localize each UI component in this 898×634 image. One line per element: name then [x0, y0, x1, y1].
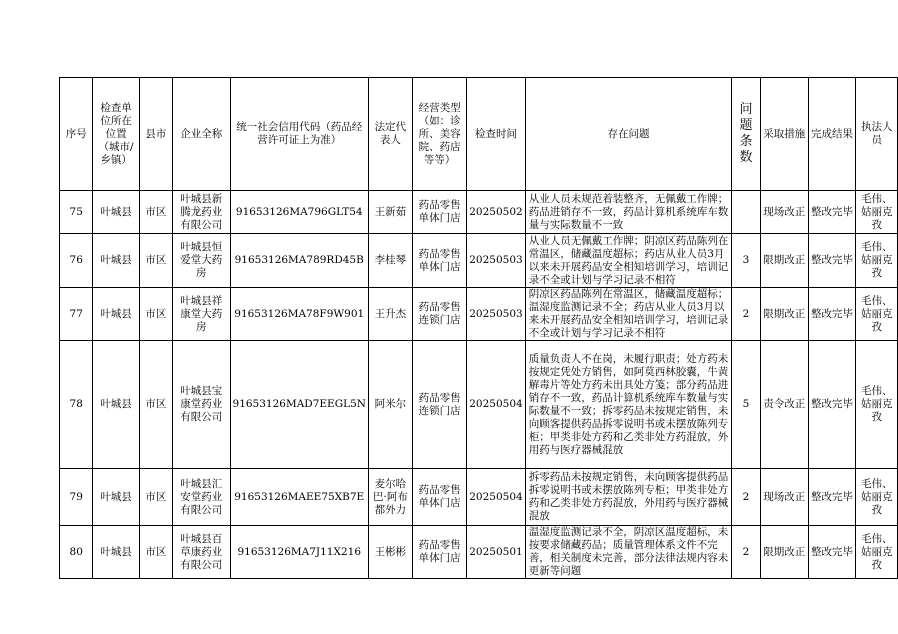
cell-seq: 75 [60, 191, 93, 234]
header-check-date: 检查时间 [467, 78, 525, 191]
cell-measures: 限期改正 [760, 526, 808, 579]
cell-county: 市区 [139, 469, 172, 526]
cell-credit-code: 91653126MA796GLT54 [230, 191, 368, 234]
table-row [60, 234, 898, 288]
cell-legal-rep: 麦尔哈巴·阿布都外力 [368, 469, 412, 526]
cell-result: 整改完毕 [808, 526, 856, 579]
cell-county: 市区 [139, 526, 172, 579]
header-issue-count: 问题条数 [732, 78, 761, 191]
cell-credit-code: 91653126MA78F9W901 [230, 288, 368, 341]
cell-officers: 毛伟、姑丽克孜 [856, 341, 898, 469]
cell-location: 叶城县 [93, 469, 139, 526]
header-company: 企业全称 [173, 78, 230, 191]
header-seq: 序号 [60, 78, 93, 191]
cell-company: 叶城县恒爱堂大药房 [173, 234, 230, 288]
cell-seq: 76 [60, 234, 93, 288]
header-location: 检查单位所在位置（城市/乡镇） [93, 78, 139, 191]
cell-issues: 从业人员无佩戴工作牌；阴凉区药品陈列在常温区，储藏温度超标；药店从业人员3月以来未开展药品安全相知培训学习，培训记录不全或计划与学习记录不相符 [525, 234, 732, 288]
cell-seq: 78 [60, 341, 93, 469]
cell-biz-type: 药品零售连锁门店 [412, 288, 466, 341]
cell-officers: 毛伟、姑丽克孜 [856, 234, 898, 288]
cell-company: 叶城县汇安堂药业有限公司 [173, 469, 230, 526]
cell-seq: 79 [60, 469, 93, 526]
cell-issues: 阴凉区药品陈列在常温区，储藏温度超标；温湿度监测记录不全；药店从业人员3月以来未开展药品安全相知培训学习，培训记录不全或计划与学习记录不相符 [525, 288, 732, 341]
cell-measures: 责令改正 [760, 341, 808, 469]
cell-issue-count: 2 [732, 526, 761, 579]
cell-officers: 毛伟、姑丽克孜 [856, 469, 898, 526]
cell-measures: 现场改正 [760, 469, 808, 526]
cell-location: 叶城县 [93, 288, 139, 341]
cell-location: 叶城县 [93, 526, 139, 579]
cell-issue-count: 2 [732, 469, 761, 526]
cell-biz-type: 药品零售单体门店 [412, 526, 466, 579]
cell-check-date: 20250502 [467, 191, 525, 234]
header-legal-rep: 法定代表人 [368, 78, 412, 191]
cell-legal-rep: 阿米尔 [368, 341, 412, 469]
cell-issues: 从业人员未规范着装整齐，无佩戴工作牌；药品进销存不一致，药品计算机系统库车数量与实际数量不一致 [525, 191, 732, 234]
cell-credit-code: 91653126MA7J11X216 [230, 526, 368, 579]
cell-company: 叶城县百草康药业有限公司 [173, 526, 230, 579]
cell-county: 市区 [139, 191, 172, 234]
cell-legal-rep: 王升杰 [368, 288, 412, 341]
table-row [60, 191, 898, 234]
cell-county: 市区 [139, 288, 172, 341]
cell-seq: 80 [60, 526, 93, 579]
cell-officers: 毛伟、姑丽克孜 [856, 191, 898, 234]
cell-measures: 限期改正 [760, 288, 808, 341]
inspection-table [59, 77, 898, 579]
cell-legal-rep: 李桂琴 [368, 234, 412, 288]
header-credit-code: 统一社会信用代码（药品经营许可证上为准） [230, 78, 368, 191]
cell-result: 整改完毕 [808, 341, 856, 469]
cell-check-date: 20250503 [467, 234, 525, 288]
header-county: 县市 [139, 78, 172, 191]
cell-measures: 现场改正 [760, 191, 808, 234]
header-measures: 采取措施 [760, 78, 808, 191]
cell-issue-count: 2 [732, 288, 761, 341]
cell-biz-type: 药品零售单体门店 [412, 191, 466, 234]
cell-legal-rep: 王新茹 [368, 191, 412, 234]
cell-county: 市区 [139, 234, 172, 288]
cell-location: 叶城县 [93, 234, 139, 288]
cell-location: 叶城县 [93, 191, 139, 234]
header-result: 完成结果 [808, 78, 856, 191]
header-biz-type: 经营类型（如：诊所、美容院、药店等等） [412, 78, 466, 191]
cell-issue-count [732, 191, 761, 234]
cell-result: 整改完毕 [808, 234, 856, 288]
cell-officers: 毛伟、姑丽克孜 [856, 526, 898, 579]
cell-check-date: 20250503 [467, 288, 525, 341]
cell-company: 叶城县祥康堂大药房 [173, 288, 230, 341]
cell-officers: 毛伟、姑丽克孜 [856, 288, 898, 341]
cell-seq: 77 [60, 288, 93, 341]
cell-credit-code: 91653126MAEE75XB7E [230, 469, 368, 526]
cell-biz-type: 药品零售连锁门店 [412, 341, 466, 469]
cell-location: 叶城县 [93, 341, 139, 469]
table-row [60, 469, 898, 526]
cell-measures: 限期改正 [760, 234, 808, 288]
cell-issues: 温湿度监测记录不全，阴凉区温度超标，未按要求储藏药品；质量管理体系文件不完善，相关制度未完善，部分法律法规内容未更新等问题 [525, 526, 732, 579]
cell-company: 叶城县宝康堂药业有限公司 [173, 341, 230, 469]
cell-check-date: 20250504 [467, 469, 525, 526]
table-row [60, 526, 898, 579]
cell-result: 整改完毕 [808, 191, 856, 234]
cell-credit-code: 91653126MAD7EEGL5N [230, 341, 368, 469]
cell-issue-count: 3 [732, 234, 761, 288]
cell-result: 整改完毕 [808, 288, 856, 341]
cell-check-date: 20250504 [467, 341, 525, 469]
cell-biz-type: 药品零售单体门店 [412, 234, 466, 288]
table-row [60, 288, 898, 341]
cell-issues: 拆零药品未按规定销售，未向顾客提供药品拆零说明书或未摆放陈列专柜；甲类非处方药和乙类非处方药混放，外用药与医疗器械混放 [525, 469, 732, 526]
cell-biz-type: 药品零售单体门店 [412, 469, 466, 526]
cell-company: 叶城县新腾龙药业有限公司 [173, 191, 230, 234]
cell-county: 市区 [139, 341, 172, 469]
cell-issue-count: 5 [732, 341, 761, 469]
cell-issues: 质量负责人不在岗，未履行职责；处方药未按规定凭处方销售，如阿莫西林胶囊，牛黄解毒片等处方药未出具处方笺；部分药品进销存不一致，药品计算机系统库车数量与实际数量不一致；拆零药品未按规定销售，未向顾客提供药品拆零说明书或未摆放陈列专柜；甲类非处方药和乙类非处方药混放，外用药与医疗器械混放 [525, 341, 732, 469]
cell-check-date: 20250501 [467, 526, 525, 579]
header-row [60, 78, 898, 191]
header-issues: 存在问题 [525, 78, 732, 191]
cell-legal-rep: 王彬彬 [368, 526, 412, 579]
header-officers: 执法人员 [856, 78, 898, 191]
cell-credit-code: 91653126MA789RD45B [230, 234, 368, 288]
table-row [60, 341, 898, 469]
cell-result: 整改完毕 [808, 469, 856, 526]
